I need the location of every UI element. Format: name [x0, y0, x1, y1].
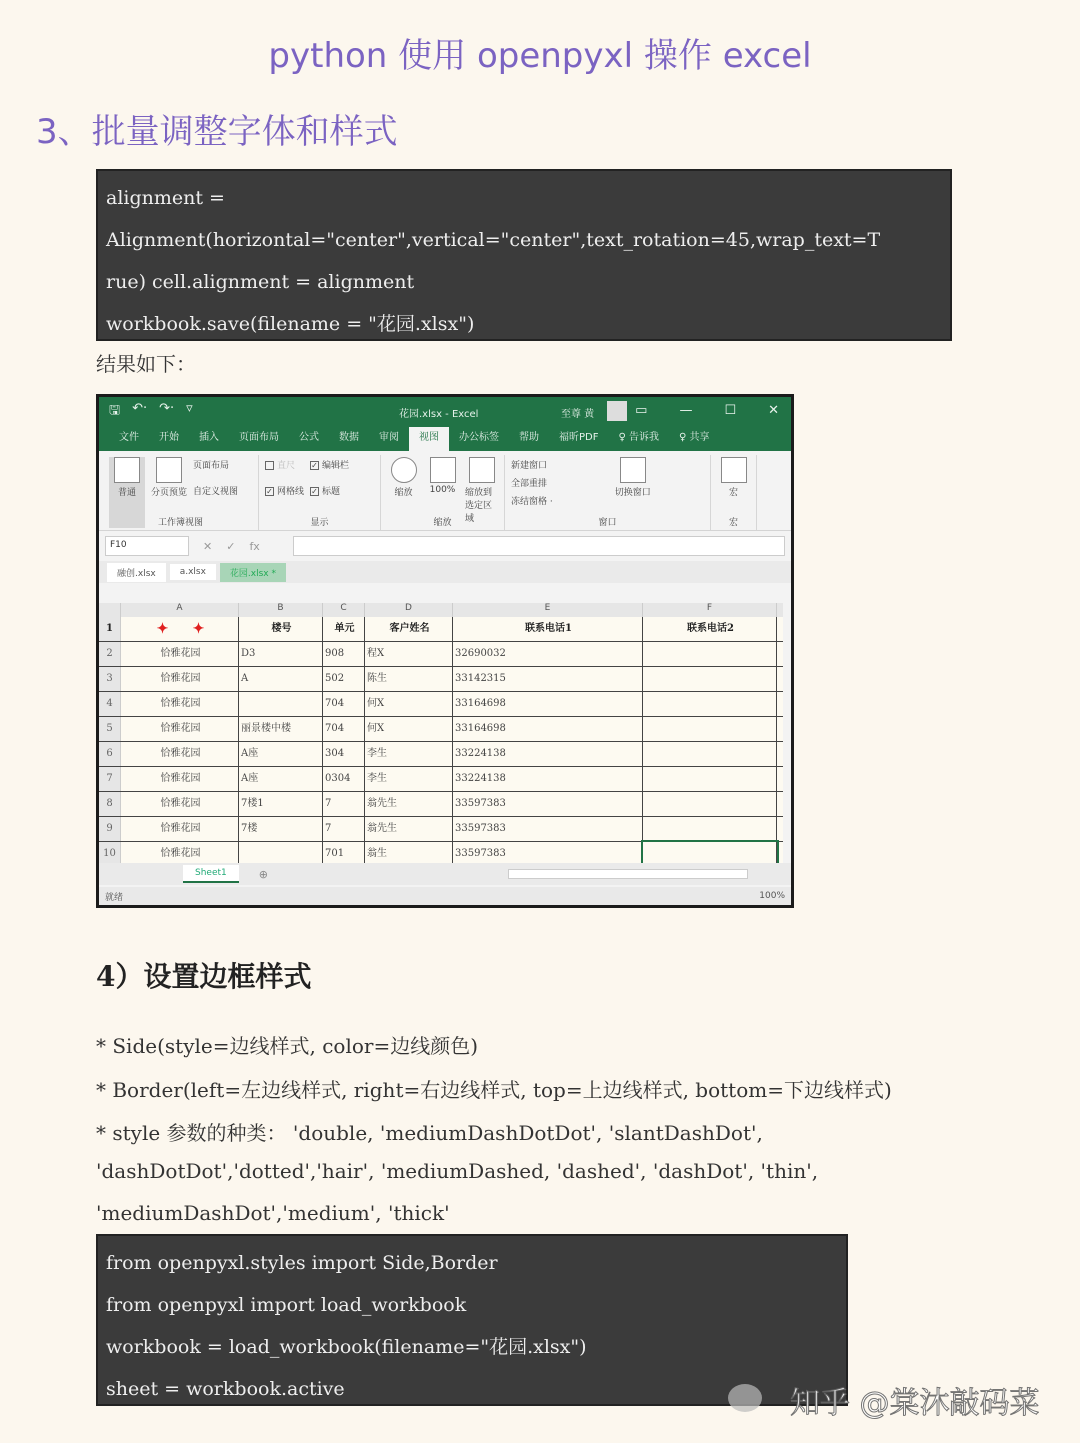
- tab-home[interactable]: 开始: [159, 432, 179, 443]
- cell[interactable]: 33142315: [453, 667, 643, 691]
- column-header[interactable]: B: [239, 603, 323, 617]
- cell[interactable]: 704: [323, 717, 365, 741]
- column-header[interactable]: A: [121, 603, 239, 617]
- zoom-button[interactable]: 缩放: [387, 457, 420, 528]
- code-line: alignment =: [106, 187, 225, 209]
- doc-tab[interactable]: 融创.xlsx: [107, 563, 166, 582]
- cell[interactable]: [121, 617, 239, 641]
- zoom-100-button[interactable]: 100%: [426, 457, 459, 528]
- excel-window: [96, 394, 794, 908]
- cell[interactable]: 恰雅花园: [121, 692, 239, 716]
- group-workbook-views: [103, 455, 259, 530]
- group-label: 缩放: [433, 518, 452, 528]
- grid-icon: [114, 457, 140, 483]
- text-line: 'dashDotDot','dotted','hair', 'mediumDashed, 'dashed', 'dashDot', 'thin',: [96, 1159, 819, 1183]
- cell[interactable]: [643, 767, 777, 791]
- enter-icon[interactable]: ✓: [226, 539, 236, 553]
- doc-tab[interactable]: a.xlsx: [170, 564, 216, 580]
- wechat-icon: [728, 1384, 762, 1412]
- cell[interactable]: 701: [323, 842, 365, 866]
- code-block-alignment: [96, 169, 952, 341]
- table-row: [99, 692, 783, 717]
- undo-icon[interactable]: ↶·: [132, 401, 148, 416]
- cell[interactable]: 何X: [365, 717, 453, 741]
- cell[interactable]: 丽景楼中楼: [239, 717, 323, 741]
- table-row: [99, 792, 783, 817]
- page-layout-button[interactable]: 页面布局: [193, 461, 230, 471]
- horizontal-scrollbar[interactable]: [508, 869, 748, 879]
- cell[interactable]: 33224138: [453, 767, 643, 791]
- cell[interactable]: [643, 792, 777, 816]
- tab-review[interactable]: 审阅: [379, 432, 399, 443]
- tab-office-tab[interactable]: 办公标签: [459, 432, 499, 443]
- group-macros: [711, 455, 757, 530]
- macro-icon: [721, 457, 747, 483]
- cell[interactable]: 7楼: [239, 817, 323, 841]
- doc-tab-active[interactable]: 花园.xlsx *: [220, 563, 286, 582]
- magnifier-icon: [391, 457, 417, 483]
- row-number[interactable]: 3: [99, 667, 121, 691]
- excel-title-bar: [99, 397, 791, 427]
- code-block-border: [96, 1234, 848, 1406]
- row-number[interactable]: 2: [99, 642, 121, 666]
- cell[interactable]: [643, 667, 777, 691]
- cell[interactable]: 程X: [365, 642, 453, 666]
- quick-access-toolbar: [109, 401, 193, 423]
- formula-bar-checkbox[interactable]: ✓ 编辑栏: [311, 461, 350, 471]
- cell[interactable]: 恰雅花园: [121, 742, 239, 766]
- tab-page-layout[interactable]: 页面布局: [239, 432, 279, 443]
- switch-windows-icon: [620, 457, 646, 483]
- cell[interactable]: [643, 642, 777, 666]
- group-label: 窗口: [598, 518, 617, 528]
- formula-input[interactable]: [293, 536, 785, 556]
- row-number[interactable]: 10: [99, 842, 121, 866]
- status-text: 就绪: [105, 892, 124, 903]
- table-row: [99, 667, 783, 692]
- cell[interactable]: 502: [323, 667, 365, 691]
- page-title: python 使用 openpyxl 操作 excel: [268, 36, 812, 76]
- section-4-heading: 4）设置边框样式: [96, 960, 312, 993]
- cell[interactable]: 单元: [323, 617, 365, 641]
- cell[interactable]: 908: [323, 642, 365, 666]
- table-row: [99, 742, 783, 767]
- code-line: rue) cell.alignment = alignment: [106, 271, 415, 293]
- cell[interactable]: 0304: [323, 767, 365, 791]
- row-number[interactable]: 1: [99, 617, 121, 641]
- cancel-icon[interactable]: ✕: [203, 539, 213, 553]
- text-line: 'mediumDashDot','medium', 'thick': [96, 1201, 450, 1225]
- cell[interactable]: 33224138: [453, 742, 643, 766]
- spreadsheet-grid: [99, 603, 783, 867]
- code-line: from openpyxl.styles import Side,Border: [106, 1252, 498, 1274]
- page-icon: [430, 457, 456, 483]
- table-row: [99, 717, 783, 742]
- tab-foxit-pdf[interactable]: 福昕PDF: [559, 432, 599, 443]
- column-header[interactable]: F: [643, 603, 777, 617]
- group-show: [259, 455, 381, 530]
- cell[interactable]: 33164698: [453, 692, 643, 716]
- table-header-row: [99, 617, 783, 642]
- window-title: 花园.xlsx - Excel: [399, 409, 479, 420]
- sheet-tabs-bar: [99, 863, 791, 885]
- cell[interactable]: [239, 692, 323, 716]
- cell[interactable]: 304: [323, 742, 365, 766]
- cell[interactable]: 33597383: [453, 817, 643, 841]
- cell[interactable]: 33164698: [453, 717, 643, 741]
- group-zoom: [381, 455, 505, 530]
- row-number[interactable]: 4: [99, 692, 121, 716]
- zoom-level[interactable]: 100%: [759, 891, 785, 901]
- column-header[interactable]: C: [323, 603, 365, 617]
- share-button[interactable]: ♀ 共享: [679, 432, 710, 443]
- table-row: [99, 642, 783, 667]
- cell[interactable]: 翁先生: [365, 792, 453, 816]
- document-tabs: [99, 561, 791, 583]
- zoom-to-selection-button[interactable]: 缩放到选定区域: [465, 457, 498, 528]
- code-line: from openpyxl import load_workbook: [106, 1294, 467, 1316]
- cell[interactable]: 翁先生: [365, 817, 453, 841]
- cell[interactable]: 恰雅花园: [121, 767, 239, 791]
- rows: [99, 617, 783, 867]
- cell[interactable]: 恰雅花园: [121, 717, 239, 741]
- macros-button[interactable]: 宏: [717, 457, 750, 528]
- switch-windows-button[interactable]: 切换窗口: [615, 457, 651, 528]
- text-line: * Border(left=左边线样式, right=右边线样式, top=上边线样式, bottom=下边线样式): [96, 1078, 892, 1102]
- cell[interactable]: 7: [323, 792, 365, 816]
- cell[interactable]: 恰雅花园: [121, 792, 239, 816]
- column-header[interactable]: E: [453, 603, 643, 617]
- cell[interactable]: 客户姓名: [365, 617, 453, 641]
- group-label: 显示: [310, 518, 329, 528]
- cell[interactable]: 李生: [365, 742, 453, 766]
- tab-data[interactable]: 数据: [339, 432, 359, 443]
- cell[interactable]: [643, 817, 777, 841]
- formula-buttons: [195, 540, 287, 553]
- gridlines-checkbox[interactable]: ✓ 网格线: [266, 487, 305, 497]
- watermark: 知乎 @棠沐敲码菜: [790, 1386, 1040, 1421]
- code-line: workbook = load_workbook(filename="花园.xlsx"): [106, 1336, 587, 1358]
- row-number[interactable]: 8: [99, 792, 121, 816]
- section-heading: 3、批量调整字体和样式: [36, 112, 398, 152]
- add-sheet-icon[interactable]: ⊕: [258, 867, 268, 881]
- cell[interactable]: 恰雅花园: [121, 667, 239, 691]
- tab-file[interactable]: 文件: [119, 432, 139, 443]
- cell[interactable]: A座: [239, 742, 323, 766]
- rotated-text-mark: ✦ ✦: [156, 621, 205, 637]
- tab-insert[interactable]: 插入: [199, 432, 219, 443]
- window-controls: [635, 403, 779, 418]
- freeze-panes-button[interactable]: 冻结窗格 ·: [511, 497, 553, 507]
- cell[interactable]: 何X: [365, 692, 453, 716]
- status-bar: [99, 887, 791, 905]
- insert-function-icon[interactable]: fx: [249, 539, 260, 553]
- formula-bar: [99, 531, 791, 561]
- code-line: Alignment(horizontal="center",vertical="center",text_rotation=45,wrap_text=T: [106, 229, 881, 251]
- cell[interactable]: 陈生: [365, 667, 453, 691]
- group-label: 宏: [728, 518, 738, 528]
- tab-formulas[interactable]: 公式: [299, 432, 319, 443]
- cell[interactable]: 恰雅花园: [121, 842, 239, 866]
- cell[interactable]: 联系电话2: [643, 617, 777, 641]
- name-box[interactable]: F10: [105, 536, 189, 556]
- cell[interactable]: 7: [323, 817, 365, 841]
- cell[interactable]: 恰雅花园: [121, 642, 239, 666]
- sheet-tab[interactable]: Sheet1: [183, 865, 239, 883]
- column-headers: [99, 603, 783, 617]
- redo-icon[interactable]: ↷·: [159, 401, 175, 416]
- group-window: [505, 455, 711, 530]
- select-all[interactable]: [99, 603, 121, 617]
- tab-tell-me[interactable]: ♀ 告诉我: [618, 432, 659, 443]
- cell[interactable]: A座: [239, 767, 323, 791]
- cell[interactable]: [643, 692, 777, 716]
- cell[interactable]: 联系电话1: [453, 617, 643, 641]
- code-line: workbook.save(filename = "花园.xlsx"): [106, 313, 475, 335]
- close-icon[interactable]: ✕: [768, 403, 779, 418]
- cell[interactable]: 翁生: [365, 842, 453, 866]
- cell[interactable]: 32690032: [453, 642, 643, 666]
- page-break-preview-button[interactable]: 分页预览: [151, 457, 187, 528]
- row-number[interactable]: 6: [99, 742, 121, 766]
- user-name[interactable]: 至尊 黄: [561, 409, 595, 420]
- cell[interactable]: 7楼1: [239, 792, 323, 816]
- page-break-icon: [156, 457, 182, 483]
- row-number[interactable]: 9: [99, 817, 121, 841]
- cell[interactable]: 楼号: [239, 617, 323, 641]
- tab-view[interactable]: 视图: [409, 427, 449, 451]
- maximize-icon[interactable]: ☐: [724, 403, 737, 418]
- tab-help[interactable]: 帮助: [519, 432, 539, 443]
- custom-views-button[interactable]: 自定义视图: [193, 487, 239, 497]
- ribbon-display-icon[interactable]: ▭: [635, 403, 648, 418]
- result-label: 结果如下：: [96, 352, 196, 376]
- code-line: sheet = workbook.active: [106, 1378, 345, 1400]
- ribbon-tabs: [99, 427, 791, 451]
- cell[interactable]: A: [239, 667, 323, 691]
- headings-checkbox[interactable]: ✓ 标题: [311, 487, 341, 497]
- customize-icon[interactable]: ▿: [186, 401, 193, 416]
- row-number[interactable]: 7: [99, 767, 121, 791]
- cell[interactable]: 恰雅花园: [121, 817, 239, 841]
- row-number[interactable]: 5: [99, 717, 121, 741]
- cell[interactable]: 704: [323, 692, 365, 716]
- cell[interactable]: [643, 742, 777, 766]
- column-header[interactable]: D: [365, 603, 453, 617]
- table-row: [99, 767, 783, 792]
- cell[interactable]: [643, 717, 777, 741]
- minimize-icon[interactable]: —: [679, 403, 693, 418]
- arrange-all-button[interactable]: 全部重排: [511, 479, 548, 489]
- normal-view-button[interactable]: 普通: [109, 457, 145, 528]
- avatar[interactable]: [607, 401, 627, 421]
- table-row: [99, 817, 783, 842]
- cell[interactable]: 33597383: [453, 792, 643, 816]
- cell[interactable]: 33597383: [453, 842, 643, 866]
- text-line: * style 参数的种类： 'double, 'mediumDashDotDot', 'slantDashDot',: [96, 1121, 763, 1145]
- zoom-selection-icon: [469, 457, 495, 483]
- text-line: * Side(style=边线样式, color=边线颜色): [96, 1034, 479, 1058]
- save-icon[interactable]: 🖫: [109, 403, 121, 418]
- group-label: 工作簿视图: [157, 518, 203, 528]
- ribbon: [99, 451, 791, 531]
- new-window-button[interactable]: 新建窗口: [511, 461, 548, 471]
- cell[interactable]: 李生: [365, 767, 453, 791]
- ruler-checkbox[interactable]: 直尺: [265, 457, 304, 475]
- cell[interactable]: D3: [239, 642, 323, 666]
